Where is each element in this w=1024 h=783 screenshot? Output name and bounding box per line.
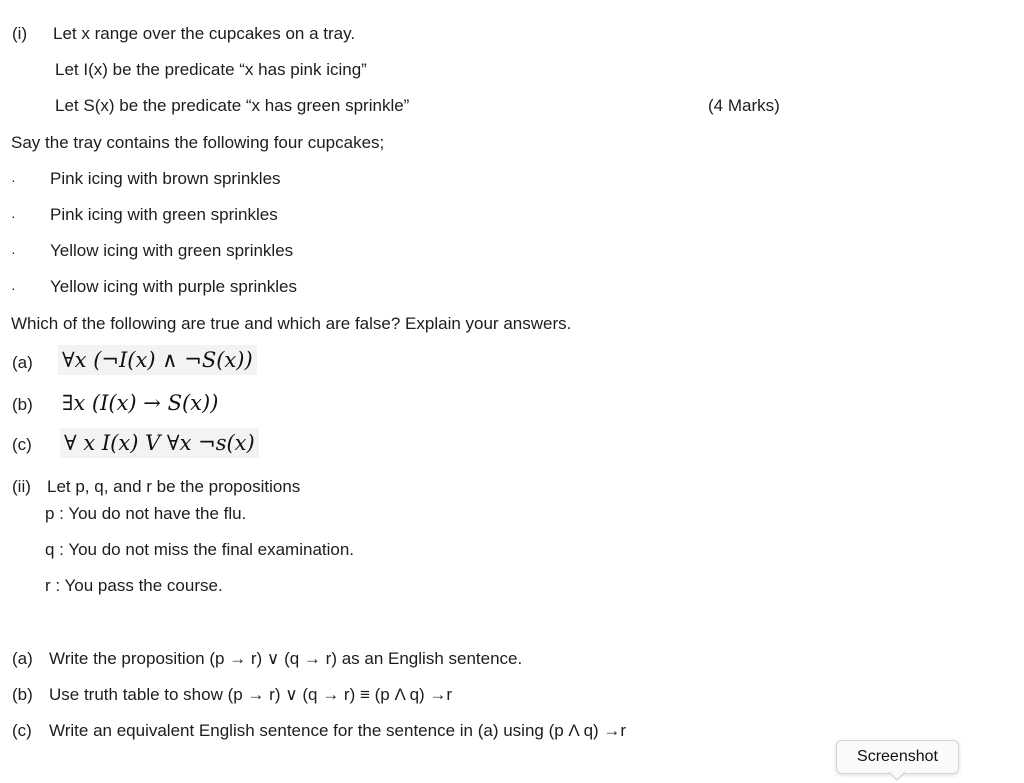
predicate-i-definition: Let I(x) be the predicate “x has pink icing” bbox=[55, 60, 367, 79]
task-c-text: Write an equivalent English sentence for the sentence in (a) using (p Λ q) →r bbox=[49, 721, 627, 740]
bullet-marker: · bbox=[11, 172, 16, 188]
task-a-text: Write the proposition (p → r) ∨ (q → r) as an English sentence. bbox=[49, 649, 523, 668]
tray-intro: Say the tray contains the following four cupcakes; bbox=[11, 133, 385, 152]
marks-label: (4 Marks) bbox=[708, 96, 780, 115]
tooltip-tail bbox=[888, 772, 906, 781]
task-c-label: (c) bbox=[12, 721, 32, 740]
bullet-marker: · bbox=[11, 244, 16, 260]
item-a-label: (a) bbox=[12, 353, 33, 372]
item-c-label: (c) bbox=[12, 435, 32, 454]
cupcake-item: Pink icing with brown sprinkles bbox=[50, 169, 281, 188]
bullet-marker: · bbox=[11, 208, 16, 224]
cupcake-item: Yellow icing with purple sprinkles bbox=[50, 277, 297, 296]
task-a-label: (a) bbox=[12, 649, 33, 668]
formula-b: ∃x (I(x) → S(x)) bbox=[58, 388, 222, 418]
predicate-s-definition: Let S(x) be the predicate “x has green sprinkle” bbox=[55, 96, 410, 115]
cupcake-item: Yellow icing with green sprinkles bbox=[50, 241, 294, 260]
question-text: Which of the following are true and which are false? Explain your answers. bbox=[11, 314, 572, 333]
item-b-label: (b) bbox=[12, 395, 33, 414]
part-ii-label: (ii) bbox=[12, 477, 31, 496]
proposition-q: q : You do not miss the final examination. bbox=[45, 540, 355, 559]
cupcake-item: Pink icing with green sprinkles bbox=[50, 205, 278, 224]
task-b-label: (b) bbox=[12, 685, 33, 704]
domain-statement: Let x range over the cupcakes on a tray. bbox=[53, 24, 356, 43]
screenshot-tooltip[interactable] bbox=[836, 740, 959, 774]
proposition-p: p : You do not have the flu. bbox=[45, 504, 247, 523]
formula-c: ∀ x I(x) V ∀x ¬s(x) bbox=[60, 428, 259, 458]
proposition-r: r : You pass the course. bbox=[45, 576, 223, 595]
part-i-label: (i) bbox=[12, 24, 28, 43]
propositions-intro: Let p, q, and r be the propositions bbox=[47, 477, 301, 496]
task-b-text: Use truth table to show (p → r) ∨ (q → r) ≡ (p Λ q) →r bbox=[49, 685, 453, 704]
formula-a: ∀x (¬I(x) ∧ ¬S(x)) bbox=[58, 345, 257, 375]
screenshot-tooltip-label: Screenshot bbox=[857, 748, 938, 765]
bullet-marker: · bbox=[11, 280, 16, 296]
